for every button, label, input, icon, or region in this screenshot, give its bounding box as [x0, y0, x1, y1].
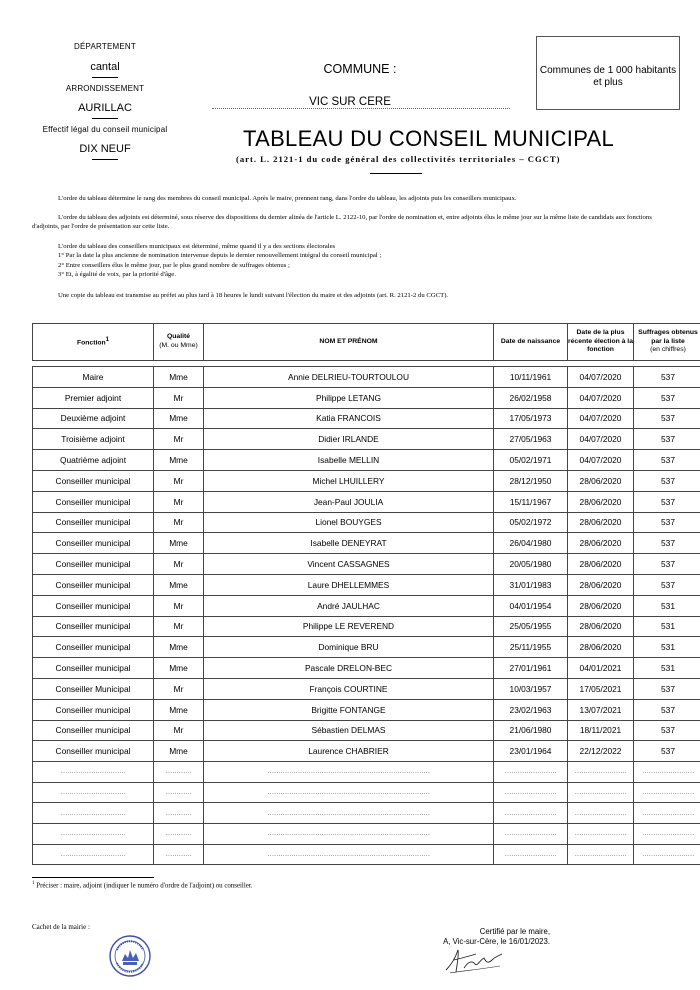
cell-nom: Sébastien DELMAS: [204, 720, 494, 741]
table-header-row: [33, 324, 700, 361]
cachet-label: Cachet de la mairie :: [32, 923, 90, 931]
table-row: [33, 637, 700, 658]
table-row: [33, 429, 700, 450]
cell-suffrages: 537: [634, 741, 700, 762]
empty-cell-naissance: ……………………: [494, 762, 568, 783]
cell-naissance: 23/01/1964: [494, 741, 568, 762]
cell-fonction: Conseiller municipal: [33, 637, 154, 658]
cell-suffrages: 531: [634, 658, 700, 679]
paragraph-item: 2° Entre conseillers élus le même jour, par le plus grand nombre de suffrages obtenus ;: [58, 261, 290, 269]
empty-cell-election: ……………………: [568, 844, 634, 865]
cell-fonction: Conseiller municipal: [33, 699, 154, 720]
commune-label: COMMUNE :: [323, 62, 397, 76]
cell-fonction: Conseiller municipal: [33, 595, 154, 616]
cell-fonction: Quatrième adjoint: [33, 450, 154, 471]
empty-cell-election: ……………………: [568, 803, 634, 824]
cell-nom: Lionel BOUYGES: [204, 512, 494, 533]
cell-naissance: 21/06/1980: [494, 720, 568, 741]
header-nom: NOM ET PRÉNOM: [204, 324, 494, 361]
cell-qualite: Mr: [154, 678, 204, 699]
table-body: [33, 367, 700, 865]
cell-suffrages: 537: [634, 512, 700, 533]
population-box: [536, 36, 680, 110]
paragraph-text: L'ordre du tableau des conseillers municipaux est déterminé, même quand il y a des sections électorales: [58, 243, 336, 250]
cell-qualite: Mme: [154, 741, 204, 762]
table-row: [33, 741, 700, 762]
cell-suffrages: 537: [634, 699, 700, 720]
header-suffrages: Suffrages obtenus par la liste (en chiffres): [634, 324, 700, 361]
empty-cell-fonction: …………………………: [33, 844, 154, 865]
cell-naissance: 31/01/1983: [494, 574, 568, 595]
cell-election: 28/06/2020: [568, 616, 634, 637]
cell-fonction: Conseiller municipal: [33, 470, 154, 491]
cell-qualite: Mme: [154, 450, 204, 471]
cell-naissance: 10/03/1957: [494, 678, 568, 699]
cell-suffrages: 531: [634, 616, 700, 637]
cell-suffrages: 537: [634, 387, 700, 408]
cell-election: 28/06/2020: [568, 595, 634, 616]
cell-fonction: Conseiller Municipal: [33, 678, 154, 699]
cell-suffrages: 531: [634, 637, 700, 658]
cell-election: 04/07/2020: [568, 429, 634, 450]
table-row: [33, 408, 700, 429]
arrondissement-label: ARRONDISSEMENT: [65, 84, 145, 93]
cell-qualite: Mr: [154, 470, 204, 491]
cell-nom: Laure DHELLEMMES: [204, 574, 494, 595]
table-row: [33, 574, 700, 595]
divider: [92, 118, 118, 119]
page-subtitle: (art. L. 2121-1 du code général des collectivités territoriales – CGCT): [236, 154, 561, 164]
empty-cell-naissance: ……………………: [494, 782, 568, 803]
divider: [92, 159, 118, 160]
cell-election: 28/06/2020: [568, 637, 634, 658]
table-row: [33, 470, 700, 491]
paragraph-text: Une copie du tableau est transmise au préfet au plus tard à 18 heures le lundi suivant l'élection du maire et des adjoints (art. R. 2121-2 du CGCT).: [58, 292, 449, 299]
divider: [92, 77, 118, 78]
empty-cell-nom: …………………………………………………………………: [204, 782, 494, 803]
footnote: $^1$ Préciser : maire, adjoint (indiquer le numéro d'ordre de l'adjoint) ou conseiller.: [32, 881, 253, 890]
cell-fonction: Premier adjoint: [33, 387, 154, 408]
cell-fonction: Troisième adjoint: [33, 429, 154, 450]
certification-place-date: A, Vic-sur-Cère, le 16/01/2023.: [443, 936, 550, 946]
cell-fonction: Conseiller municipal: [33, 658, 154, 679]
table-row: [33, 533, 700, 554]
empty-cell-nom: …………………………………………………………………: [204, 844, 494, 865]
empty-cell-qualite: …………: [154, 782, 204, 803]
header-left-block: [30, 42, 180, 166]
empty-table-row: [33, 782, 700, 803]
table-row: [33, 450, 700, 471]
cell-qualite: Mme: [154, 408, 204, 429]
cell-election: 28/06/2020: [568, 470, 634, 491]
cell-nom: Michel LHUILLERY: [204, 470, 494, 491]
cell-nom: Dominique BRU: [204, 637, 494, 658]
page-title: TABLEAU DU CONSEIL MUNICIPAL: [243, 126, 615, 151]
table-row: [33, 367, 700, 388]
table-row: [33, 720, 700, 741]
empty-cell-qualite: …………: [154, 803, 204, 824]
cell-suffrages: 531: [634, 595, 700, 616]
cell-qualite: Mme: [154, 574, 204, 595]
cell-qualite: Mr: [154, 387, 204, 408]
empty-cell-election: ……………………: [568, 823, 634, 844]
empty-cell-naissance: ……………………: [494, 803, 568, 824]
paragraph-rank: [32, 194, 668, 203]
cell-suffrages: 537: [634, 491, 700, 512]
cell-election: 28/06/2020: [568, 491, 634, 512]
cell-qualite: Mme: [154, 533, 204, 554]
mairie-seal-stamp: [108, 934, 152, 978]
cell-naissance: 25/11/1955: [494, 637, 568, 658]
cell-naissance: 17/05/1973: [494, 408, 568, 429]
certification-line: Certifié par le maire,: [479, 927, 550, 936]
cell-fonction: Conseiller municipal: [33, 616, 154, 637]
cell-fonction: Conseiller municipal: [33, 720, 154, 741]
empty-cell-qualite: …………: [154, 762, 204, 783]
cell-qualite: Mme: [154, 699, 204, 720]
table-row: [33, 699, 700, 720]
departement-label: DÉPARTEMENT: [74, 42, 136, 51]
cell-election: 28/06/2020: [568, 512, 634, 533]
cell-qualite: Mr: [154, 512, 204, 533]
cell-naissance: 25/05/1955: [494, 616, 568, 637]
header-fonction: Fonction$^1$: [33, 324, 154, 361]
cell-qualite: Mr: [154, 720, 204, 741]
cell-naissance: 27/05/1963: [494, 429, 568, 450]
population-box-text: Communes de 1 000 habitants et plus: [539, 65, 677, 88]
cell-naissance: 23/02/1963: [494, 699, 568, 720]
cell-naissance: 26/04/1980: [494, 533, 568, 554]
cell-naissance: 04/01/1954: [494, 595, 568, 616]
title-underline: [370, 173, 422, 174]
empty-cell-nom: …………………………………………………………………: [204, 803, 494, 824]
table-row: [33, 491, 700, 512]
cell-nom: Laurence CHABRIER: [204, 741, 494, 762]
cell-suffrages: 537: [634, 533, 700, 554]
effectif-label: Effectif légal du conseil municipal: [42, 125, 168, 134]
empty-cell-suffrages: ……………………: [634, 782, 700, 803]
cell-suffrages: 537: [634, 678, 700, 699]
cell-fonction: Conseiller municipal: [33, 491, 154, 512]
table-row: [33, 678, 700, 699]
header-naissance: Date de naissance: [494, 324, 568, 361]
cell-naissance: 28/12/1950: [494, 470, 568, 491]
empty-table-row: [33, 823, 700, 844]
header-qualite: Qualité (M. ou Mme): [154, 324, 204, 361]
cell-fonction: Deuxième adjoint: [33, 408, 154, 429]
cell-election: 04/07/2020: [568, 367, 634, 388]
cell-election: 22/12/2022: [568, 741, 634, 762]
paragraph-text: L'ordre du tableau des adjoints est déterminé, sous réserve des dispositions du dernier alinéa de l'article L. 2122-10, par l'ordre de nomination et, entre adjoints élus le même jour sur la même liste de candidats aux fonctions d'adjoints, par l'ordre de présentation sur cette liste.: [32, 214, 652, 231]
cell-fonction: Conseiller municipal: [33, 574, 154, 595]
empty-cell-fonction: …………………………: [33, 762, 154, 783]
cell-fonction: Conseiller municipal: [33, 533, 154, 554]
empty-table-row: [33, 762, 700, 783]
cell-election: 04/07/2020: [568, 387, 634, 408]
empty-cell-fonction: …………………………: [33, 803, 154, 824]
cell-election: 13/07/2021: [568, 699, 634, 720]
cell-qualite: Mr: [154, 616, 204, 637]
cell-suffrages: 537: [634, 367, 700, 388]
empty-cell-naissance: ……………………: [494, 844, 568, 865]
commune-dotted-line: [212, 108, 510, 109]
empty-cell-nom: …………………………………………………………………: [204, 823, 494, 844]
council-table: [32, 323, 700, 865]
cell-election: 04/01/2021: [568, 658, 634, 679]
cell-nom: Pascale DRELON-BEC: [204, 658, 494, 679]
cell-qualite: Mr: [154, 554, 204, 575]
effectif-value: DIX NEUF: [79, 143, 131, 155]
cell-election: 28/06/2020: [568, 533, 634, 554]
cell-naissance: 10/11/1961: [494, 367, 568, 388]
cell-naissance: 27/01/1961: [494, 658, 568, 679]
mayor-signature: [442, 942, 508, 976]
empty-table-row: [33, 803, 700, 824]
cell-nom: Annie DELRIEU-TOURTOULOU: [204, 367, 494, 388]
empty-cell-fonction: …………………………: [33, 782, 154, 803]
empty-cell-election: ……………………: [568, 762, 634, 783]
cell-naissance: 15/11/1967: [494, 491, 568, 512]
cell-nom: Brigitte FONTANGE: [204, 699, 494, 720]
cell-suffrages: 537: [634, 429, 700, 450]
cell-election: 18/11/2021: [568, 720, 634, 741]
arrondissement-value: AURILLAC: [78, 102, 132, 114]
cell-election: 17/05/2021: [568, 678, 634, 699]
cell-nom: Vincent CASSAGNES: [204, 554, 494, 575]
cell-suffrages: 537: [634, 450, 700, 471]
commune-name: VIC SUR CERE: [309, 96, 391, 108]
footnote-text: Préciser : maire, adjoint (indiquer le numéro d'ordre de l'adjoint) ou conseiller.: [36, 882, 253, 890]
cell-naissance: 26/02/1958: [494, 387, 568, 408]
paragraph-adjoints: [32, 213, 668, 232]
cell-nom: François COURTINE: [204, 678, 494, 699]
empty-cell-election: ……………………: [568, 782, 634, 803]
empty-cell-naissance: ……………………: [494, 823, 568, 844]
empty-cell-fonction: …………………………: [33, 823, 154, 844]
cell-election: 28/06/2020: [568, 554, 634, 575]
cell-election: 28/06/2020: [568, 574, 634, 595]
empty-table-row: [33, 844, 700, 865]
departement-value: cantal: [90, 61, 120, 73]
empty-cell-suffrages: ……………………: [634, 762, 700, 783]
cell-nom: Philippe LETANG: [204, 387, 494, 408]
cell-qualite: Mme: [154, 367, 204, 388]
cell-nom: Philippe LE REVEREND: [204, 616, 494, 637]
table-row: [33, 595, 700, 616]
cell-qualite: Mr: [154, 429, 204, 450]
paragraph-conseillers: [32, 242, 668, 280]
cell-fonction: Maire: [33, 367, 154, 388]
cell-nom: Isabelle DENEYRAT: [204, 533, 494, 554]
cell-suffrages: 537: [634, 470, 700, 491]
table-row: [33, 554, 700, 575]
table-row: [33, 512, 700, 533]
cell-fonction: Conseiller municipal: [33, 741, 154, 762]
paragraph-item: 3° Et, à égalité de voix, par la priorité d'âge.: [58, 271, 176, 279]
paragraph-text: L'ordre du tableau détermine le rang des membres du conseil municipal. Après le maire, prennent rang, dans l'ordre du tableau, les adjoints puis les conseillers municipaux.: [58, 195, 517, 202]
cell-naissance: 20/05/1980: [494, 554, 568, 575]
cell-suffrages: 537: [634, 574, 700, 595]
cell-fonction: Conseiller municipal: [33, 512, 154, 533]
empty-cell-qualite: …………: [154, 844, 204, 865]
cell-qualite: Mme: [154, 658, 204, 679]
table-row: [33, 658, 700, 679]
empty-cell-suffrages: ……………………: [634, 844, 700, 865]
cell-qualite: Mr: [154, 595, 204, 616]
header-election: Date de la plus récente élection à la fonction: [568, 324, 634, 361]
empty-cell-suffrages: ……………………: [634, 803, 700, 824]
paragraph-item: 1° Par la date la plus ancienne de nomination intervenue depuis le dernier renouvellement intégral du conseil municipal ;: [58, 252, 382, 260]
cell-nom: Katia FRANCOIS: [204, 408, 494, 429]
table-row: [33, 387, 700, 408]
cell-qualite: Mme: [154, 637, 204, 658]
cell-election: 04/07/2020: [568, 408, 634, 429]
paragraph-copy: [32, 291, 668, 300]
cell-nom: André JAULHAC: [204, 595, 494, 616]
cell-qualite: Mr: [154, 491, 204, 512]
cell-nom: Jean-Paul JOULIA: [204, 491, 494, 512]
cell-election: 04/07/2020: [568, 450, 634, 471]
cell-naissance: 05/02/1971: [494, 450, 568, 471]
cell-nom: Isabelle MELLIN: [204, 450, 494, 471]
cell-fonction: Conseiller municipal: [33, 554, 154, 575]
empty-cell-qualite: …………: [154, 823, 204, 844]
empty-cell-suffrages: ……………………: [634, 823, 700, 844]
cell-suffrages: 537: [634, 408, 700, 429]
table-row: [33, 616, 700, 637]
cell-suffrages: 537: [634, 720, 700, 741]
footnote-divider: [32, 877, 154, 878]
cell-naissance: 05/02/1972: [494, 512, 568, 533]
cell-nom: Didier IRLANDE: [204, 429, 494, 450]
cell-suffrages: 537: [634, 554, 700, 575]
empty-cell-nom: …………………………………………………………………: [204, 762, 494, 783]
